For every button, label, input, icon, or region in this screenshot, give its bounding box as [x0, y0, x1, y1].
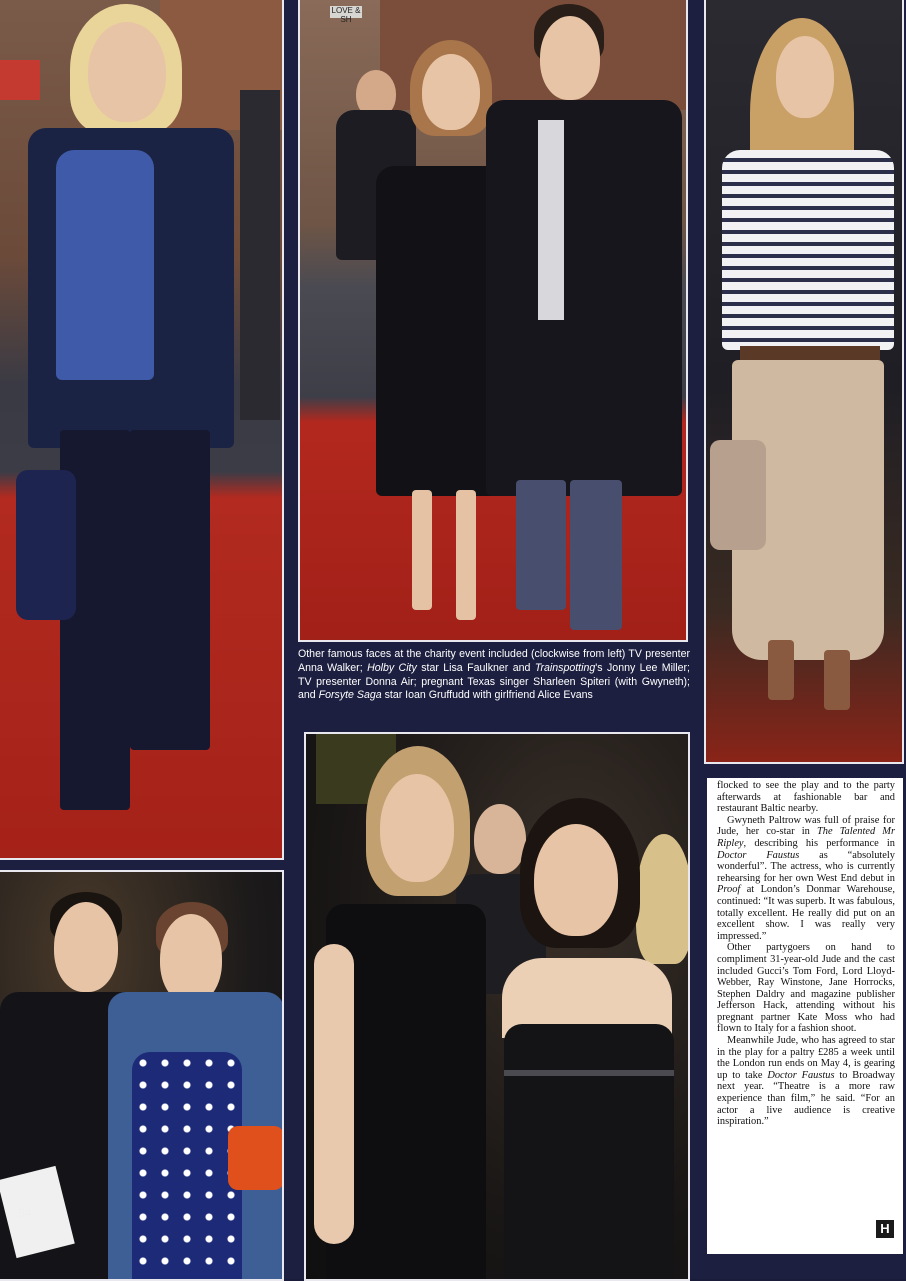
photo-gwyneth-paltrow-sharleen-spiteri	[304, 732, 690, 1281]
page-number: 54	[18, 1206, 32, 1220]
photo-caption	[298, 648, 690, 703]
photo-lisa-faulkner-jonny-lee-miller	[298, 0, 688, 642]
article-paragraph-3: Other partygoers on hand to compliment 31-year-old Jude and the cast included Gucci’s Tom Ford, Lord Lloyd-Webber, Ray Winstone, Jane Horrocks, Stephen Daldry and magazine publisher Jefferson Hack, attending without his pregnant partner Kate Moss who had flown to Italy for a fashion shoot.	[717, 942, 895, 1035]
article-paragraph-1: flocked to see the play and to the party afterwards at fashionable bar and restaurant Baltic nearby.	[717, 780, 895, 815]
photo-ioan-gruffudd-alice-evans	[0, 870, 284, 1281]
photo-donna-air	[704, 0, 904, 764]
article-paragraph-4: Meanwhile Jude, who has agreed to star in the play for a paltry £285 a week until the London run ends on May 4, is gearing up to take Doctor Faustus to Broadway next year. “Theatre is a more raw experience than film,” he said. “For an actor a live audience is creative inspiration.”	[717, 1035, 896, 1128]
caption-text-1: Other famous faces at the charity event included (clockwise from left) TV presenter Anna Walker;	[298, 648, 690, 674]
caption-show-forsyte-saga: Forsyte Saga	[318, 689, 382, 702]
photo-anna-walker	[0, 0, 284, 860]
caption-text-3: 's Jonny Lee Miller; TV presenter Donna Air; pregnant Texas singer Sharleen Spiteri (with Gwyneth); and	[298, 661, 691, 702]
shop-sign: LOVE & SH	[331, 6, 361, 24]
caption-text-4: star Ioan Gruffudd with girlfriend Alice Evans	[381, 689, 593, 702]
article-column	[707, 778, 903, 1254]
caption-film-trainspotting: Trainspotting	[534, 661, 596, 674]
article-paragraph-2: Gwyneth Paltrow was full of praise for Jude, her co-star in The Talented Mr Ripley, describing his performance in Doctor Faustus as “absolutely wonderful”. The actress, who is currently rehearsing for her own West End debut in Proof at London’s Donmar Warehouse, continued: “It was superb. It was fabulous, totally excellent. He really did put on an excellent show. I was really very impressed.”	[717, 814, 896, 942]
caption-show-holby-city: Holby City	[367, 661, 417, 674]
caption-text-2: star Lisa Faulkner and	[416, 661, 535, 674]
hello-magazine-logo: H	[876, 1220, 894, 1238]
